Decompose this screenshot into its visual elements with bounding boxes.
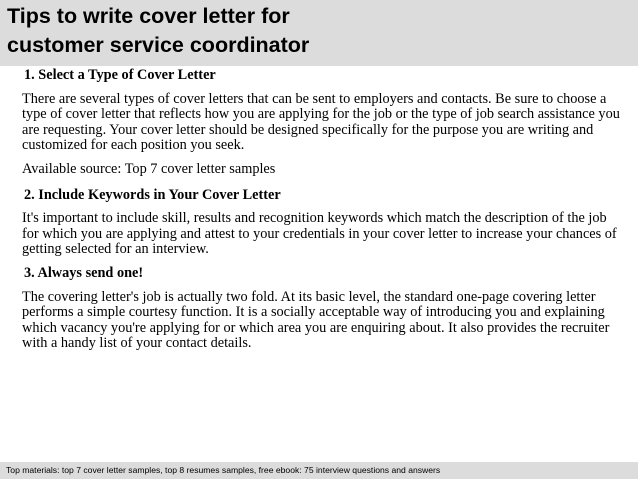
section-3-paragraph-1: The covering letter's job is actually two fold. At its basic level, the standard one-page covering letter performs a simple courtesy function. It is a socially acceptable way of introducing you and explaining which vacancy you're applying for or which area you are enquiring about. It also provides the recruiter with a handy list of your contact details. (22, 288, 610, 352)
section-2-paragraph-1: It's important to include skill, results and recognition keywords which match the description of the job for which you are applying and attest to your credentials in your cover letter to increase your chances of getting selected for an interview. (22, 210, 617, 258)
slide-title: Tips to write cover letter for customer service coordinator (7, 4, 310, 57)
footer-text: Top materials: top 7 cover letter samples, top 8 resumes samples, free ebook: 75 interview questions and answers (6, 465, 441, 475)
section-1-source-line: Available source: Top 7 cover letter samples (22, 160, 276, 177)
section-heading-3: 3. Always send one! (24, 264, 144, 281)
section-heading-1: 1. Select a Type of Cover Letter (24, 67, 216, 83)
section-heading-2: 2. Include Keywords in Your Cover Letter (24, 186, 281, 203)
slide-body (22, 68, 620, 360)
section-1-paragraph-1: There are several types of cover letters that can be sent to employers and contacts. Be sure to choose a type of cover letter that reflects how you are applying for the job or the type of job search assistance you are requesting. Your cover letter should be designed specifically for the purpose you are writing and customized for each position you seek. (22, 90, 620, 154)
footer-band (0, 462, 638, 479)
title-band (0, 0, 638, 66)
